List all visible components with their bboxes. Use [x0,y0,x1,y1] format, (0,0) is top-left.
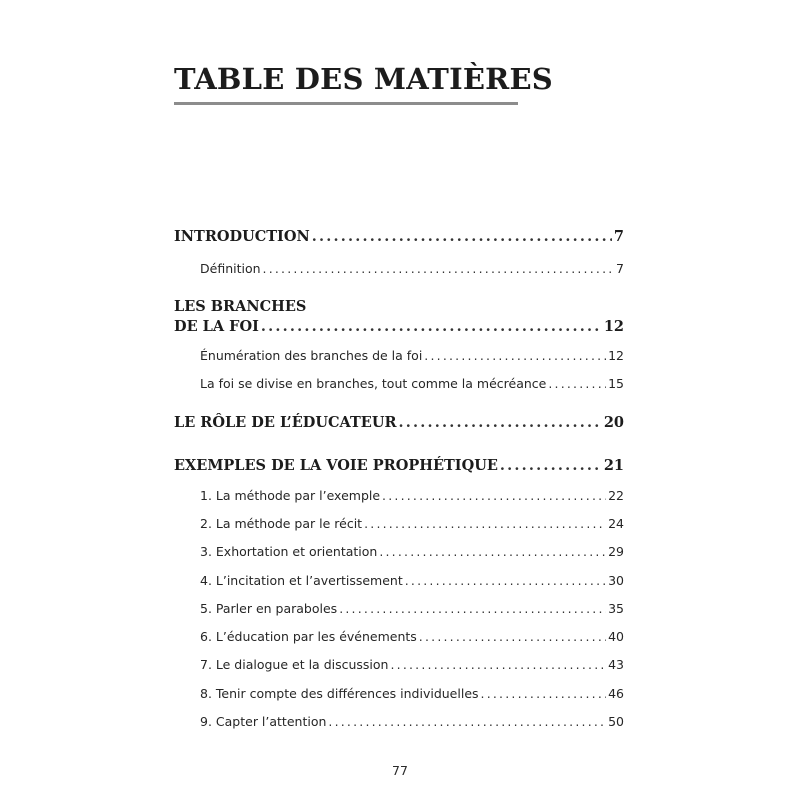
dot-leader [399,414,602,431]
toc-page-number: 29 [608,544,624,559]
dot-leader [419,629,606,644]
toc-entry[interactable] [200,573,624,588]
toc-page-number: 40 [608,629,624,644]
toc-entry-label: 8. Tenir compte des différences individuelles [200,686,479,701]
dot-leader [379,544,606,559]
toc-entry-label: 5. Parler en paraboles [200,601,338,616]
toc-section-title: EXEMPLES DE LA VOIE PROPHÉTIQUE [174,457,498,474]
toc-page-number: 21 [603,457,624,474]
toc-page-number: 15 [608,376,624,391]
toc-section-exemples-voie-prophetique[interactable] [174,457,624,474]
toc-entry[interactable] [200,488,624,503]
toc-section-title: LE RÔLE DE L’ÉDUCATEUR [174,414,397,431]
toc-entry[interactable] [200,601,624,616]
toc-entry-label: 1. La méthode par l’exemple [200,488,381,503]
toc-page-number: 35 [608,601,624,616]
toc-entry[interactable] [200,516,624,531]
toc-section-title: INTRODUCTION [174,228,310,245]
dot-leader [339,601,606,616]
toc-entry-label: 9. Capter l’attention [200,714,327,729]
page-title: TABLE DES MATIÈRES [174,62,553,96]
dot-leader [481,686,607,701]
toc-page-number: 7 [613,228,624,245]
dot-leader [328,714,606,729]
toc-page-number: 50 [608,714,624,729]
toc-entry[interactable] [200,544,624,559]
toc-entry[interactable] [200,348,624,363]
toc-entry[interactable] [200,714,624,729]
toc-section-branches-de-la-foi[interactable] [174,318,624,335]
toc-entry[interactable] [200,686,624,701]
toc-page-number: 30 [608,573,624,588]
toc-page-number: 24 [608,516,624,531]
dot-leader [500,457,602,474]
toc-entry[interactable] [200,629,624,644]
dot-leader [261,318,602,335]
dot-leader [424,348,606,363]
toc-page-number: 7 [616,261,624,276]
toc-entry-label: Définition [200,261,261,276]
toc-page-number: 46 [608,686,624,701]
dot-leader [405,573,606,588]
dot-leader [263,261,615,276]
dot-leader [390,657,606,672]
toc-entry-label: 6. L’éducation par les événements [200,629,417,644]
toc-entry-label: 2. La méthode par le récit [200,516,363,531]
page-number: 77 [392,763,408,778]
title-underline [174,102,518,105]
toc-entry[interactable] [200,657,624,672]
dot-leader [364,516,606,531]
toc-entry-label: 4. L’incitation et l’avertissement [200,573,403,588]
dot-leader [312,228,612,245]
dot-leader [548,376,606,391]
toc-page-number: 12 [608,348,624,363]
toc-page-number: 22 [608,488,624,503]
toc-entry-label: Énumération des branches de la foi [200,348,423,363]
toc-section-introduction[interactable] [174,228,624,245]
toc-page-number: 43 [608,657,624,672]
toc-page-number: 12 [603,318,624,335]
toc-section-title: DE LA FOI [174,318,259,335]
toc-section-title-line1: LES BRANCHES [174,298,307,315]
toc-page-number: 20 [603,414,624,431]
toc-entry-label: La foi se divise en branches, tout comme la mécréance [200,376,547,391]
toc-entry-label: 7. Le dialogue et la discussion [200,657,389,672]
toc-entry[interactable] [200,261,624,276]
dot-leader [382,488,606,503]
toc-entry[interactable] [200,376,624,391]
toc-entry-label: 3. Exhortation et orientation [200,544,378,559]
toc-section-role-educateur[interactable] [174,414,624,431]
